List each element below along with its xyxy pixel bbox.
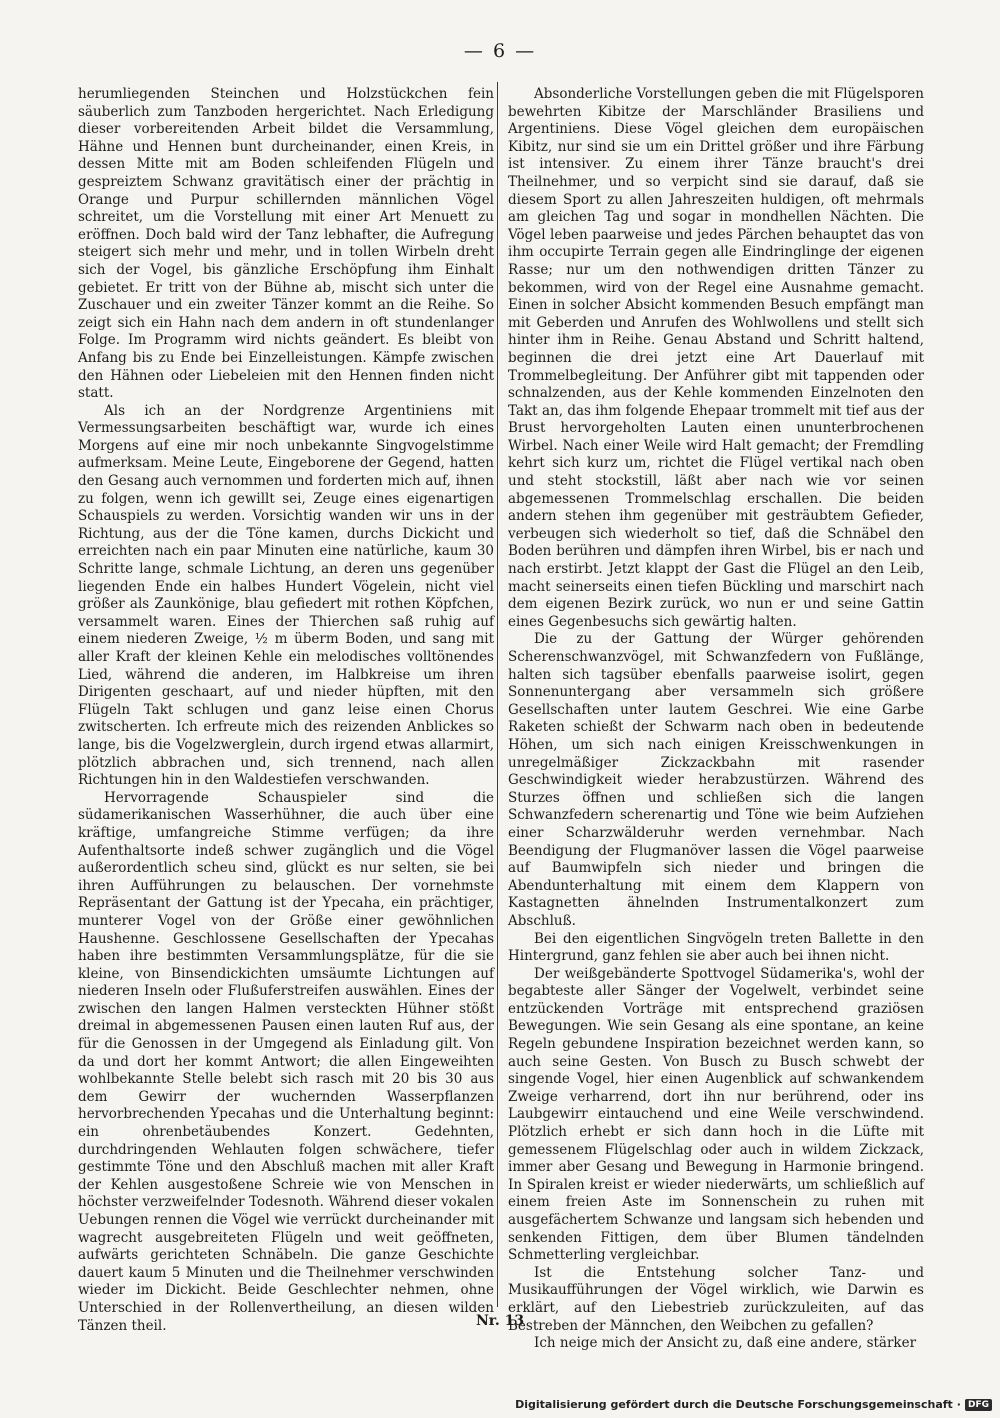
paragraph: Hervorragende Schauspieler sind die südamerikanischen Wasserhühner, die auch über eine kräftige, umfangreiche Stimme verfügen; da ihre Aufenthaltsorte indeß schwer zugänglich und die Vögel außerordentlich scheu sind, glückt es nur selten, sie bei ihren Aufführungen zu belauschen. Der vornehmste Repräsentant der Gattung ist der Ypecaha, ein prächtiger, munterer Vogel von der Größe einer gewöhnlichen Haushenne. Geschlossene Gesellschaften der Ypecahas haben ihre bestimmten Versammlungsplätze, für die sie kleine, von Binsendickichten umsäumte Lichtungen auf niederen Inseln oder Flußuferstreifen auswählen. Eines der zwischen den langen Halmen versteckten Hühner stößt dreimal in abgemessenen Pausen einen lauten Ruf aus, der für die Genossen in der Umgegend als Einladung gilt. Von da und dort her kommt Antwort; die allen Eingeweihten wohlbekannte Stelle belebt sich rasch mit 20 bis 30 aus dem Gewirr der wuchernden Wasserpflanzen hervorbrechenden Ypecahas und die Unterhaltung beginnt: ein ohrenbetäubendes Konzert. Gedehnten, durchdringenden Wehlauten folgen schwächere, tiefer gestimmte Töne und den Abschluß machen mit aller Kraft der Kehlen ausgestoßene Schreie wie von Menschen in höchster verzweifelnder Todesnoth. Während dieser vokalen Uebungen rennen die Vögel wie verrückt durcheinander mit wagrecht ausgebreiteten Flügeln und weit geöffneten, aufwärts gerichteten Schnäbeln. Die ganze Geschichte dauert kaum 5 Minuten und die Theilnehmer verschwinden wieder im Dickicht. Beide Geschlechter nehmen, ohne Unterschied in der Rollenvertheilung, an diesen wilden Tänzen theil. xyxy=(78,789,494,1334)
issue-number: Nr. 13 xyxy=(475,1313,525,1329)
paragraph: herumliegenden Steinchen und Holzstückchen fein säuberlich zum Tanzboden hergerichtet. Nach Erledigung dieser vorbereitenden Arbeit bildet die Versammlung, Hähne und Hennen bunt durcheinander, einen Kreis, in dessen Mitte mit am Boden schleifenden Flügeln und gespreiztem Schwanz gravitätisch einer der prächtig in Orange und Purpur schillernden männlichen Vögel schreitet, um die Vorstellung mit einer Art Menuett zu eröffnen. Doch bald wird der Tanz lebhafter, die Aufregung steigert sich mehr und mehr, und in tollen Wirbeln dreht sich der Vogel, bis gänzliche Erschöpfung ihm Einhalt gebietet. Er tritt von der Bühne ab, mischt sich unter die Zuschauer und ein zweiter Tänzer kommt an die Reihe. So zeigt sich ein Hahn nach dem andern in oft stundenlanger Folge. Im Programm wird nichts geändert. Es bleibt von Anfang bis zu Ende bei Einzelleistungen. Kämpfe zwischen den Hähnen oder Liebeleien mit den Hennen finden nicht statt. xyxy=(78,86,494,402)
dfg-logo-icon: DFG xyxy=(965,1399,992,1411)
paragraph: Ich neige mich der Ansicht zu, daß eine andere, stärker xyxy=(534,1335,917,1352)
left-column xyxy=(78,86,494,1334)
right-column xyxy=(508,86,924,1352)
column-divider xyxy=(497,82,498,1307)
paragraph: Als ich an der Nordgrenze Argentiniens mit Vermessungsarbeiten beschäftigt war, wurde ich eines Morgens auf eine mir noch unbekannte Singvogelstimme aufmerksam. Meine Leute, Eingeborene der Gegend, hatten den Gesang auch vernommen und forderten mich auf, ihnen zu folgen, wenn ich gewillt sei, Zeuge eines eigenartigen Schauspiels zu werden. Vorsichtig wanden wir uns in der Richtung, aus der die Töne kamen, durchs Dickicht und erreichten nach ein paar Minuten eine natürliche, kaum 30 Schritte lange, schmale Lichtung, an deren uns gegenüber liegenden Ende ein halbes Hundert Vögelein, nicht viel größer als Zaunkönige, blau gefiedert mit rothen Köpfchen, versammelt waren. Eines der Thierchen saß ruhig auf einem niederen Zweige, ½ m überm Boden, und sang mit aller Kraft der kleinen Kehle ein melodisches volltönendes Lied, während die anderen, im Halbkreise um ihren Dirigenten geschaart, auf und nieder hüpften, mit den Flügeln Takt schlugen und ganz leise einen Chorus zwitscherten. Ich erfreute mich des reizenden Anblickes so lange, bis die Vogelzwerglein, durch irgend etwas allarmirt, plötzlich abbrachen und, sich trennend, nach allen Richtungen hin in den Waldestiefen verschwanden. xyxy=(78,402,494,789)
paragraph: Absonderliche Vorstellungen geben die mit Flügelsporen bewehrten Kibitze der Marschländer Brasiliens und Argentiniens. Diese Vögel gleichen dem europäischen Kibitz, nur sind sie um ein Drittel größer und ihre Färbung ist intensiver. Zu einem ihrer Tänze braucht's drei Theilnehmer, und so verpicht sind sie darauf, daß sie diesem Sport zu allen Jahreszeiten huldigen, oft mehrmals am gleichen Tag und sogar in mondhellen Nächten. Die Vögel leben paarweise und jedes Pärchen behauptet das von ihm occupirte Terrain gegen alle Eindringlinge der eigenen Rasse; nur um den nothwendigen dritten Tänzer zu bekommen, wird von der Regel eine Ausnahme gemacht. Einen in solcher Absicht kommenden Besuch empfängt man mit Geberden und Anrufen des Wohlwollens und stellt sich hinter ihm in Reihe. Genau Abstand und Schritt haltend, beginnen die drei jetzt eine Art Dauerlauf mit Trommelbegleitung. Der Anführer gibt mit tappenden oder schnalzenden, aus der Kehle kommenden Einzelnoten den Takt an, das ihm folgende Ehepaar trommelt mit tief aus der Brust hervorgeholten Lauten einen ununterbrochenen Wirbel. Nach einer Weile wird Halt gemacht; der Fremdling kehrt sich kurz um, richtet die Flügel vertikal nach oben und steht stockstill, läßt aber nach wie vor seinen abgemessenen Trommelschlag erschallen. Die beiden andern stehen ihm gegenüber mit gesträubtem Gefieder, verbeugen sich wiederholt so tief, daß die Schnäbel den Boden berühren und dämpfen ihren Wirbel, bis er nach und nach erstirbt. Jetzt klappt der Gast die Flügel an den Leib, macht seinerseits einen tiefen Bückling und marschirt nach dem eigenen Bezirk zurück, wo nun er und seine Gattin eines Gegenbesuchs sich gewärtig halten. xyxy=(508,86,924,630)
page-number: — 6 — xyxy=(463,40,537,62)
paragraph: Bei den eigentlichen Singvögeln treten Ballette in den Hintergrund, ganz fehlen sie aber auch bei ihnen nicht. xyxy=(508,930,924,965)
paragraph: Der weißgebänderte Spottvogel Südamerika's, wohl der begabteste aller Sänger der Vogelwelt, verbindet seine entzückenden Vorträge mit entsprechend graziösen Bewegungen. Wie sein Gesang als eine spontane, an keine Regeln gebundene Inspiration bezeichnet werden kann, so auch seine Gesten. Von Busch zu Busch schwebt der singende Vogel, hier einen Augenblick auf schwankendem Zweige verharrend, dort ihn nur berührend, oder ins Laubgewirr eintauchend und eine Weile verschwindend. Plötzlich erhebt er sich dann hoch in die Lüfte mit gemessenem Flügelschlag oder auch in wildem Zickzack, immer aber Gesang und Bewegung in Harmonie bringend. In Spiralen kreist er wieder niederwärts, um schließlich auf einem freien Aste im Sonnenschein zu ruhen mit ausgefächertem Schwanze und langsam sich hebenden und senkenden Fittigen, dem über Blumen tändelnden Schmetterling vergleichbar. xyxy=(508,965,924,1264)
digitization-note: Digitalisierung gefördert durch die Deutsche Forschungsgemeinschaft xyxy=(515,1398,953,1411)
paragraph: Die zu der Gattung der Würger gehörenden Scherenschwanzvögel, mit Schwanzfedern von Fußlänge, halten sich tagsüber ebenfalls paarweise isolirt, gegen Sonnenuntergang aber versammeln sich größere Gesellschaften unter lautem Geschrei. Wie eine Garbe Raketen schießt der Schwarm nach oben in bedeutende Höhen, um sich nach einigen Kreisschwenkungen in unregelmäßiger Zickzackbahn mit rasender Geschwindigkeit wieder herabzustürzen. Während des Sturzes öffnen und schließen sich die langen Schwanzfedern scherenartig und Töne wie beim Aufziehen einer Scharzwälderuhr werden vernehmbar. Nach Beendigung der Flugmanöver lassen die Vögel paarweise auf Baumwipfeln sich nieder und bringen die Abendunterhaltung mit einem dem Klappern von Kastagnetten ähnelnden Instrumentalkonzert zum Abschluß. xyxy=(508,631,924,929)
paragraph: Ist die Entstehung solcher Tanz- und Musikaufführungen der Vögel wirklich, wie Darwin es erklärt, auf den Liebestrieb zurückzuleiten, auf das Bestreben der Männchen, den Weibchen zu gefallen? xyxy=(508,1264,924,1334)
digitization-footer: Digitalisierung gefördert durch die Deutsche Forschungsgemeinschaft · DFG xyxy=(515,1398,992,1411)
